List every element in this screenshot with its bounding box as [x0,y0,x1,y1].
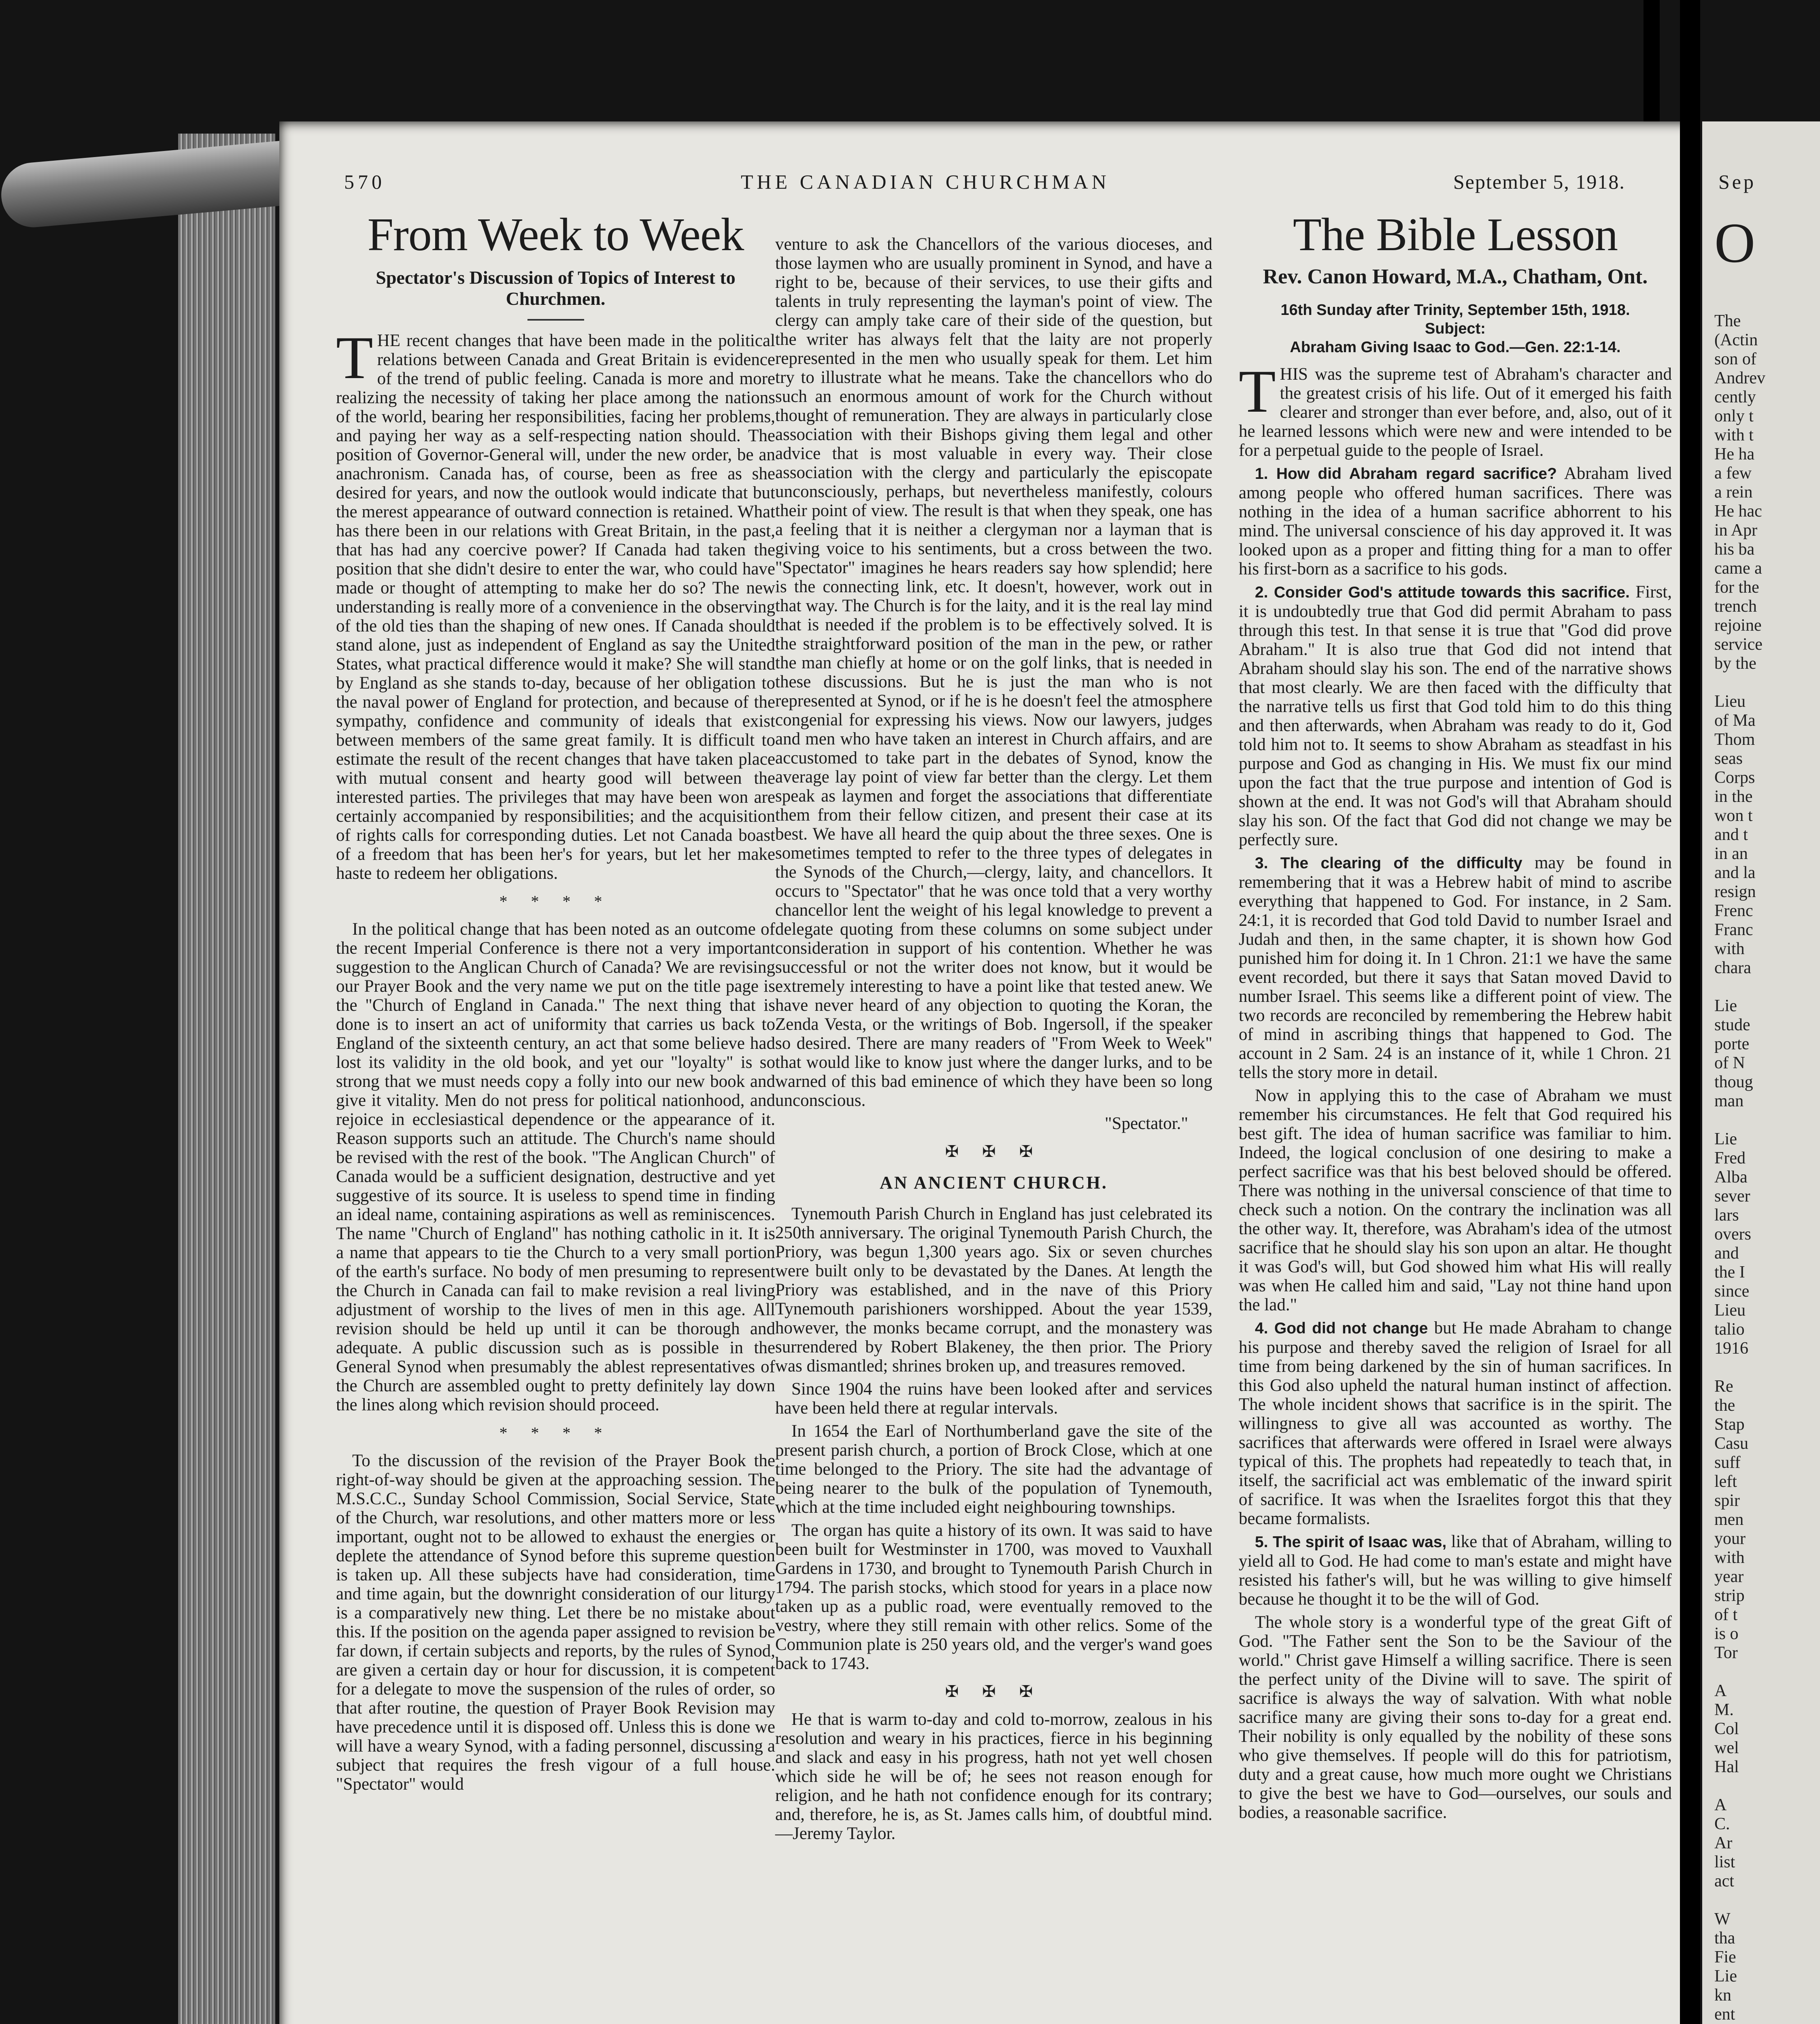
question-heading: 1. How did Abraham regard sacrifice? [1255,465,1557,483]
adjacent-text-line: of t [1714,1605,1738,1624]
drop-cap: T [336,324,373,391]
newspaper-page [279,121,1700,2024]
article-subtitle: Spectator's Discussion of Topics of Interest to Churchmen. [376,267,736,309]
paragraph: 1. How did Abraham regard sacrifice? Abraham lived among people who offered human sacrifices. There was nothing in the idea of a human sacrifice abhorrent to his mind. The universal conscience of his day approved it. It was looked upon as a proper and fitting thing for a man to offer his first-born as a sacrifice to his gods. [1239,464,1672,578]
adjacent-text-line: cently [1714,388,1756,406]
paragraph: 4. God did not change but He made Abraham to change his purpose and thereby saved the religion of Israel for all time from being darkened by the sin of human sacrifices. In this God also upheld the natural human instinct of affection. The whole incident shows that sacrifice is in the spirit. The willingness to give all was accounted as worthy. The sacrifices that afterwards were offered in Israel were always typical of this. The prophets had repeatedly to teach that, in itself, the sacrificial act was emblematic of the inward spirit of sacrifice. It was when the Israelites forgot this that they became formalists. [1239,1318,1672,1528]
adjacent-text-line: resign [1714,882,1756,901]
adjacent-text-line: He hac [1714,502,1762,521]
adjacent-text-line: with t [1714,426,1754,444]
adjacent-text-line: Lie [1714,1967,1737,1986]
adjacent-text-line: son of [1714,350,1756,368]
adjacent-text-line: since [1714,1282,1750,1301]
adjacent-text-line: Fred [1714,1149,1746,1167]
adjacent-text-line: Ar [1714,1834,1733,1852]
adjacent-text-line: the [1714,1396,1735,1415]
adjacent-text-line: stude [1714,1016,1750,1034]
adjacent-text-line: rejoine [1714,616,1762,635]
adjacent-text-line: chara [1714,959,1751,977]
adjacent-text-line: ent [1714,2005,1735,2024]
adjacent-text-line: Hal [1714,1758,1739,1776]
adjacent-text-line: by the [1714,654,1756,673]
adjacent-text-line: his ba [1714,540,1755,559]
paragraph: venture to ask the Chancellors of the various dioceses, and those laymen who are usually prominent in Synod, and have a right to be, because of their services, to use their gifts and talents in truly representing the layman's point of view. The clergy can amply take care of their side of the question, but the writer has always felt that the laity are not properly represented in the men who usually speak for them. Let him try to illustrate what he means. Take the chancellors who do such an enormous amount of work for the Church without thought of remuneration. They are always in particularly close association with their Bishops giving them legal and other advice that is most valuable in every way. Their close association with the clergy and particularly the episcopate unconsciously, perhaps, but nevertheless manifestly, colours their point of view. The result is that when they speak, one has a feeling that it is neither a clergyman nor a layman that is giving voice to his sentiments, but a cross between the two. "Spectator" imagines he hears readers say how splendid; here is the connecting link, etc. It doesn't, however, work out in that way. The Church is for the laity, and it is the real lay mind that is needed if the problem is to be effectively solved. It is the straightforward position of the man in the pew, or rather the man chiefly at home or on the golf links, that is needed in these discussions. But he is just the man who is not represented at Synod, or if he is he doesn't feel the atmosphere congenial for expressing his views. Now our lawyers, judges and men who have taken an interest in Church affairs, and are accustomed to take part in the debates of Synod, know the average lay point of view far better than the clergy. Let them speak as laymen and forget the associations that differentiate them from their fellow citizen, and present their case at its best. We have all heard the quip about the three sexes. One is sometimes tempted to refer to the three types of delegates in the Synods of the Church,—clergy, laity, and chancellors. It occurs to "Spectator" that he was once told that a very worthy chancellor lent the weight of his legal knowledge to prevent a delegate quoting from these columns on some subject under consideration in support of his contention. Whether he was successful or not the writer does not know, but it would be extremely interesting to have a point like that tested anew. We have never heard of any objection to quoting the Koran, the Zenda Vesta, or the writings of Bob. Ingersoll, if the speaker so desired. There are many readers of "From Week to Week" that would like to know just where the danger lurks, and to be warned of this bad eminence of which they have been so long unconscious. [775,235,1212,1110]
adjacent-text-line: Alba [1714,1168,1748,1186]
paragraph: Now in applying this to the case of Abraham we must remember his circumstances. He felt that God required his best gift. The idea of human sacrifice was familiar to him. Indeed, the logical conclusion of one desiring to make a perfect sacrifice was that his best beloved should be offered. There was nothing in the universal conscience of that time to check such a notion. On the contrary the inclination was all the other way. It, therefore, was Abraham's idea of the utmost sacrifice that he should slay his son upon an altar. He thought it was God's will, but God showed him what His will really was when He called him and said, "Lay not thine hand upon the lad." [1239,1086,1672,1314]
paragraph: To the discussion of the revision of the Prayer Book the right-of-way should be given at the approaching session. The M.S.C.C., Sunday School Commission, Social Service, State of the Church, war resolutions, and other matters more or less important, ought not to be allowed to exhaust the energies or deplete the attendance of Synod before this supreme question is taken up. All these subjects have had consideration, time and time again, but the downright consideration of our liturgy is a comparatively new thing. Let there be no mistake about this. If the position on the agenda paper assigned to revision be far down, if certain subjects and reports, by the rules of Synod, are given a certain day or hour for discussion, it is competent for a delegate to move the suspension of the rules of order, so that after routine, the question of Prayer Book Revision may have precedence until it is disposed off. Unless this is done we will have a weary Synod, with a fading personnel, discussing a subject that requires the fresh vigour of a full house. "Spectator" would [336,1451,775,1794]
adjacent-text-line: Stap [1714,1415,1745,1434]
adjacent-text-line [1714,978,1820,997]
adjacent-text-line: Tor [1714,1643,1738,1662]
adjacent-text-line: W [1714,1910,1731,1928]
adjacent-text-line: (Actin [1714,331,1758,349]
adjacent-text-line: won t [1714,806,1753,825]
article-title: The Bible Lesson [1293,209,1618,261]
paragraph: THIS was the supreme test of Abraham's character and the greatest crisis of his life. Out of it emerged his faith clearer and stronger than ever before, and, also, out of it he learned lessons which were new and were intended to be for a perpetual guide to the people of Israel. [1239,358,1672,460]
issue-date: September 5, 1918. [1453,170,1625,193]
adjacent-text-line: a few [1714,464,1752,483]
adjacent-text-line [1714,1663,1820,1682]
ornament-separator: ✠ ✠ ✠ [945,1682,1043,1701]
drop-cap: T [1239,358,1276,425]
adjacent-text-line: Re [1714,1377,1733,1396]
adjacent-text-line: Franc [1714,921,1753,939]
adjacent-text-line: Corps [1714,768,1755,787]
title-rule [527,319,584,321]
scan-gutter [1680,0,1700,2024]
paragraph: Tynemouth Parish Church in England has just celebrated its 250th anniversary. The original Tynemouth Parish Church, the Priory, was begun 1,300 years ago. Six or seven churches were built only to be devastated by the Danes. At length the Priory was established, and in the nave of this Priory Tynemouth parishioners worshipped. About the year 1539, however, the monks became corrupt, and the monastery was surrendered by Robert Blakeney, the then prior. The Priory was dismantled; shrines broken up, and treasures removed. [775,1204,1212,1376]
adjacent-text-line: Thom [1714,730,1755,749]
paragraph: Since 1904 the ruins have been looked after and services have been held there at regular intervals. [775,1380,1212,1418]
adjacent-text-line: C. [1714,1815,1730,1833]
adjacent-text-line: service [1714,635,1763,654]
page-number: 570 [344,170,385,193]
section-separator: * * * * [499,1424,612,1442]
adjacent-text-line: act [1714,1872,1734,1890]
adjacent-text-line: left [1714,1472,1737,1491]
publication-title: THE CANADIAN CHURCHMAN [741,170,1110,193]
adjacent-text-line: He ha [1714,445,1755,463]
adjacent-text-line: trench [1714,597,1757,616]
adjacent-text-line: of N [1714,1054,1745,1072]
question-heading: 3. The clearing of the difficulty [1255,855,1522,872]
adjacent-text-line: lars [1714,1206,1739,1225]
ornament-separator: ✠ ✠ ✠ [945,1142,1043,1161]
adjacent-text-line: wel [1714,1739,1739,1757]
paragraph: In 1654 the Earl of Northumberland gave the site of the present parish church, a portion of Brock Close, which at one time belonged to the Priory. The site had the advantage of being nearer to the bulk of the population of Tynemouth, which at the time included eight neighbouring townships. [775,1422,1212,1517]
adjacent-text-line: tha [1714,1929,1735,1947]
adjacent-text-line: in an [1714,844,1748,863]
adjacent-text-line: seas [1714,749,1743,768]
paragraph: In the political change that has been noted as an outcome of the recent Imperial Conference is there not a very important suggestion to the Anglican Church of Canada? We are revising our Prayer Book and the very name we put on the title page is the "Church of England in Canada." The next thing that is done is to insert an act of uniformity that carries us back to England of the sixteenth century, an act that some believe had lost its validity in the old book, and yet our "loyalty" is so strong that we must needs copy a folly into our new book and give it vitality. Men do not press for political nationhood, and rejoice in ecclesiastical dependence or the appearance of it. Reason supports such an attitude. The Church's name should be revised with the rest of the book. "The Anglican Church" of Canada would be a sufficient designation, destructive and yet suggestive of its source. It is useless to spend time in finding an ideal name, containing aspirations as well as reminiscences. The name "Church of England" has nothing catholic in it. It is a name that appears to tie the Church to a very small portion of the earth's surface. No body of men presuming to represent the Church in Canada can fail to make revision a real living adjustment of worship to the lives of men in this age. All revision should be held up until it can be thorough and adequate. A public discussion such as is possible in the General Synod when presumably the ablest representatives of the Church are assembled ought to pretty definitely lay down the lines along which revision should proceed. [336,920,775,1414]
adjacent-text-line: kn [1714,1986,1731,2005]
scan-border [1644,0,1660,121]
adjacent-text-line: with [1714,940,1745,958]
question-heading: 5. The spirit of Isaac was, [1255,1533,1447,1551]
adjacent-text-line: and [1714,1244,1739,1263]
adjacent-page-header: Sep [1718,170,1756,193]
adjacent-text-line: year [1714,1567,1744,1586]
adjacent-text-line: and t [1714,825,1748,844]
adjacent-text-line: for the [1714,578,1759,597]
adjacent-text-line: suff [1714,1453,1741,1472]
adjacent-text-line: men [1714,1510,1744,1529]
paragraph: 2. Consider God's attitude towards this sacrifice. First, it is undoubtedly true that God did permit Abraham to pass through this test. In that sense it is true that "God did prove Abraham." It is also true that God did not intend that Abraham should slay his son. The end of the narrative shows that most clearly. We are then faced with the difficulty that the narrative tells us first that God told him to do this thing and then afterwards, when Abraham was ready to do it, God told him not to. It seems to show Abraham as steadfast in his purpose and God as changing in His. We must fix our mind upon the fact that the true purpose and intention of God is shown at the end. It was not God's will that Abraham should slay his son. Of the fact that God did not change we may be perfectly sure. [1239,583,1672,849]
book-page-edges [178,134,275,2024]
adjacent-text-line: Lie [1714,1130,1737,1148]
adjacent-text-line: thoug [1714,1073,1753,1091]
question-heading: 2. Consider God's attitude towards this sacrifice. [1255,584,1630,601]
adjacent-text-line [1714,1111,1820,1130]
adjacent-text-line: M. [1714,1701,1734,1719]
adjacent-text-line: a rein [1714,483,1753,502]
adjacent-text-line: A [1714,1796,1727,1814]
adjacent-text-line: of Ma [1714,711,1756,730]
section-separator: * * * * [499,892,612,910]
paragraph: 3. The clearing of the difficulty may be found in remembering that it was a Hebrew habit of mind to ascribe everything that happened to God. For instance, in 2 Sam. 24:1, it is recorded that God told David to number Israel and Judah and then, in the same chapter, it is shown how God punished him for doing it. In 1 Chron. 21:1 we have the same event recorded, but there it says that Satan moved David to number Israel. This seems like a different point of view. The two records are reconciled by remembering the Hebrew habit of mind in ascribing things that happened to God. The account in 2 Sam. 24 is an instance of it, while 1 Chron. 21 tells the story more in detail. [1239,853,1672,1082]
lesson-date: 16th Sunday after Trinity, September 15th, 1918. [1280,302,1630,319]
article-heading: AN ANCIENT CHURCH. [880,1173,1108,1193]
adjacent-text-line [1714,1777,1820,1796]
adjacent-text-line: and la [1714,863,1756,882]
adjacent-text-line [1714,1358,1820,1377]
adjacent-page-fragment [1702,121,1820,2024]
adjacent-text-line: Lie [1714,997,1737,1015]
adjacent-text-line: with [1714,1548,1745,1567]
column-from-week-to-week [336,202,775,1798]
question-heading: 4. God did not change [1255,1320,1428,1337]
adjacent-page-text [1714,312,1820,2024]
adjacent-text-line: A [1714,1682,1727,1700]
subject-label: Subject: [1425,320,1486,337]
adjacent-text-line: only t [1714,407,1754,425]
adjacent-text-line [1714,673,1820,692]
signoff: "Spectator." [1105,1114,1188,1133]
adjacent-text-line: in Apr [1714,521,1758,540]
adjacent-text-line: strip [1714,1586,1745,1605]
column-bible-lesson [1239,202,1672,1826]
adjacent-text-line: came a [1714,559,1762,578]
adjacent-text-line: Lieu [1714,692,1746,711]
paragraph: He that is warm to-day and cold to-morrow, zealous in his resolution and weary in his practices, fierce in his beginning and slack and easy in his progress, hath not yet well chosen which side he will be of; he sees not reason enough for religion, and he hath not confidence enough for its contrary; and, therefore, he is, as St. James calls him, of doubtful mind.—Jeremy Taylor. [775,1710,1212,1843]
adjacent-text-line: Fie [1714,1948,1736,1967]
paragraph: 5. The spirit of Isaac was, like that of Abraham, willing to yield all to God. He had come to man's estate and might have resisted his father's will, but he was willing to give himself because he thought it to be the will of God. [1239,1532,1672,1609]
paragraph: THE recent changes that have been made in the political relations between Canada and Great Britain is evidence of the trend of public feeling. Canada is more and more realizing the necessity of taking her place among the nations of the world, bearing her responsibilities, facing her problems, and paying her way as a self-respecting nation should. The position of Governor-General will, under the new order, be an anachronism. Canada has, of course, been as free as she desired for years, and now the outlook would indicate that but the merest appearance of outward connection is retained. What has there been in our relations with Great Britain, in the past, that has had any coercive power? If Canada had taken the position that she didn't desire to enter the war, who could have made or thought of attempting to make her do so? The new understanding is really more of a convenience in the observing of the old ties than the shaping of new ones. If Canada should stand alone, just as independent of England as say the United States, what practical difference would it make? She will stand by England as she stands to-day, because of her obligation to the naval power of England for protection, and because of the sympathy, confidence and community of ideals that exist between members of the same great family. It is difficult to estimate the result of the recent changes that have taken place with mutual consent and hearty good will between the interested parties. The privileges that may have been won are certainly accompanied by responsibilities; and the acquisition of rights calls for corresponding duties. Let not Canada boast of a freedom that has been her's for years, but let her make haste to redeem her obligations. [336,324,775,883]
adjacent-page-title-fragment: O [1714,212,1756,274]
adjacent-text-line: in the [1714,787,1753,806]
paragraph: The whole story is a wonderful type of the great Gift of God. "The Father sent the Son to be the Saviour of the world." Christ gave Himself a willing sacrifice. There is seen the perfect unity of the Divine will to save. The spirit of sacrifice is always the way of salvation. With what noble sacrifice many are giving their sons to-day for a great end. Their nobility is only equalled by the nobility of these sons who give themselves. If people will do this for patriotism, duty and a great cause, how much more ought we Christians to give the best we have to God—ourselves, our souls and bodies, a reasonable sacrifice. [1239,1613,1672,1822]
adjacent-text-line: overs [1714,1225,1751,1244]
adjacent-text-line: list [1714,1853,1735,1871]
adjacent-text-line [1714,1891,1820,1910]
adjacent-text-line: man [1714,1092,1744,1110]
adjacent-text-line: is o [1714,1624,1739,1643]
adjacent-text-line: Col [1714,1720,1739,1738]
paragraph: The organ has quite a history of its own. It was said to have been built for Westminster in 1700, was moved to Vauxhall Gardens in 1730, and brought to Tynemouth Parish Church in 1794. The parish stocks, which stood for years in a place now taken up as a public road, were eventually removed to the vestry, where they still remain with other relics. Some of the Communion plate is 250 years old, and the verger's wand goes back to 1743. [775,1521,1212,1673]
adjacent-text-line: spir [1714,1491,1740,1510]
adjacent-text-line: porte [1714,1035,1750,1053]
adjacent-text-line: 1916 [1714,1339,1748,1358]
adjacent-text-line: Frenc [1714,901,1753,920]
adjacent-text-line: sever [1714,1187,1750,1205]
adjacent-text-line: Lieu [1714,1301,1746,1320]
adjacent-text-line: your [1714,1529,1746,1548]
article-title: From Week to Week [367,209,744,261]
adjacent-text-line: the I [1714,1263,1745,1282]
adjacent-text-line: Andrev [1714,369,1765,387]
author-line: Rev. Canon Howard, M.A., Chatham, Ont. [1263,265,1648,288]
adjacent-text-line: Casu [1714,1434,1748,1453]
column-middle [775,235,1212,1847]
adjacent-text-line: The [1714,312,1741,330]
adjacent-text-line: talio [1714,1320,1745,1339]
lesson-subject: Abraham Giving Isaac to God.—Gen. 22:1-14. [1290,339,1621,356]
